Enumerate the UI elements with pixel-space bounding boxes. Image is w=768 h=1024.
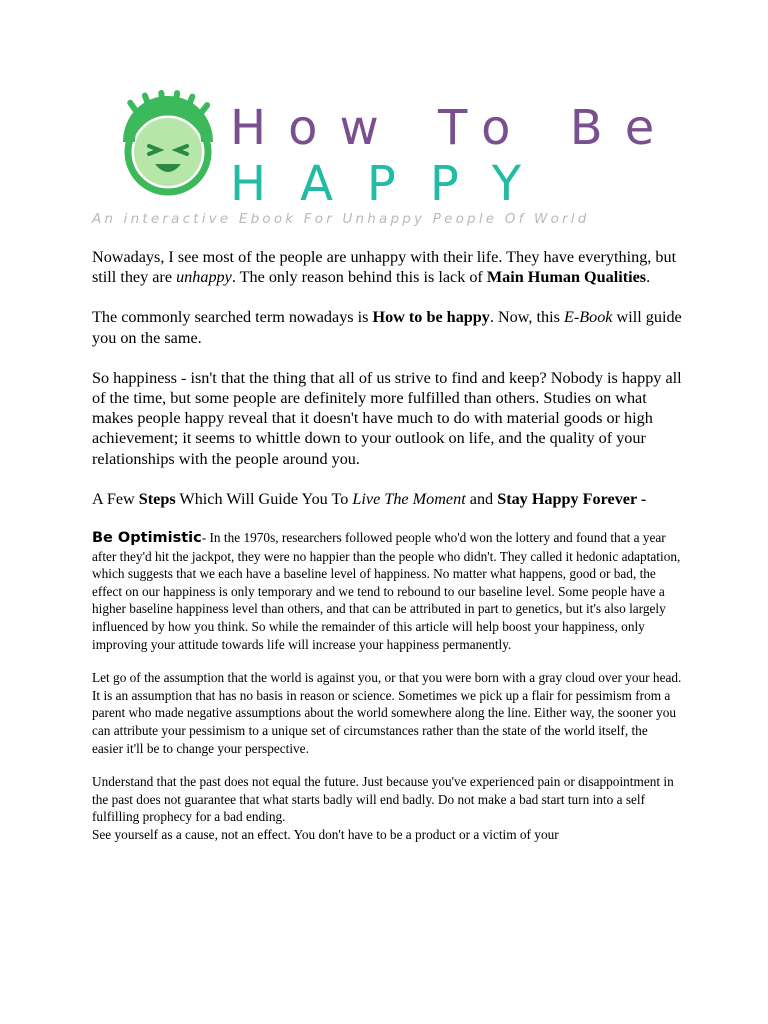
text: The commonly searched term nowadays is (92, 308, 373, 327)
text: A Few (92, 489, 139, 508)
emphasis-main-human-qualities: Main Human Qualities (486, 268, 647, 287)
tagline: An interactive Ebook For Unhappy People Of World (92, 211, 590, 227)
text: . The only reason behind this is lack of (231, 268, 487, 287)
text: . Now, this (489, 308, 564, 327)
section-heading: Be Optimistic (92, 530, 202, 547)
emphasis-stay-happy-forever: Stay Happy Forever - (497, 489, 647, 508)
steps-intro (92, 489, 682, 509)
intro-paragraph-3: So happiness - isn't that the thing that all of us strive to find and keep? Nobody is happy all of the time, but some people are definitely more fulfilled than others. Studies on what makes people happy reveal that it doesn't have much to do with material goods or high achievement; it seems to whittle down to your outlook on life, and the quality of your relationships with the people around you. (92, 368, 682, 468)
optimism-paragraph-2: Let go of the assumption that the world is against you, or that you were born with a gray cloud over your head. It is an assumption that has no basis in reason or science. Sometimes we pick up a flair for pessimism from a parent who made negative assumptions about the world somewhere along the line. Either way, the sooner you can attribute your pessimism to a unique set of circumstances rather than the state of the world itself, the easier it'll be to change your perspective. (92, 670, 682, 756)
intro-paragraph-2 (92, 307, 682, 347)
smiling-face-logo-icon (113, 90, 223, 202)
optimism-paragraph-3: Understand that the past does not equal the future. Just because you've experienced pain or disappointment in the past does not guarantee that what starts badly will end badly. Do not make a bad start turn into a self fulfilling prophecy for a bad ending. (92, 774, 674, 825)
text: . (646, 268, 651, 287)
emphasis-how-to-be-happy: How to be happy (372, 308, 490, 327)
title-line-1: How To Be (230, 100, 677, 156)
text: - In the 1970s, researchers followed people who'd won the lottery and found that a year after they'd hit the jackpot, they were no happier than the people who didn't. They called it hedonic adaptation, which suggests that we each have a baseline level of happiness. No matter what happens, good or bad, the effect on our happiness is only temporary and we tend to rebound to our baseline level. Some people have a higher baseline happiness level than others, and that can be attributed in part to genetics, but it's also largely influenced by how you think. So while the remainder of this article will help boost your happiness, only improving your attitude towards life will increase your happiness permanently. (92, 530, 681, 652)
text: and (465, 489, 498, 508)
text: Which Will Guide You To (175, 489, 353, 508)
emphasis-steps: Steps (138, 489, 176, 508)
emphasis-ebook: E-Book (563, 308, 613, 327)
emphasis-live-the-moment: Live The Moment (352, 489, 466, 508)
title-line-2: HAPPY (230, 156, 556, 212)
emphasis-unhappy: unhappy (176, 268, 232, 287)
text: Nowadays, I see most of the people are unhappy with their life. They have everything, but still they are (92, 248, 677, 287)
be-optimistic-paragraph (92, 529, 682, 653)
text: will guide you on the same. (92, 308, 682, 347)
ebook-content (92, 247, 682, 844)
intro-paragraph-1 (92, 247, 682, 287)
optimism-paragraph-4: See yourself as a cause, not an effect. You don't have to be a product or a victim of your (92, 826, 559, 842)
